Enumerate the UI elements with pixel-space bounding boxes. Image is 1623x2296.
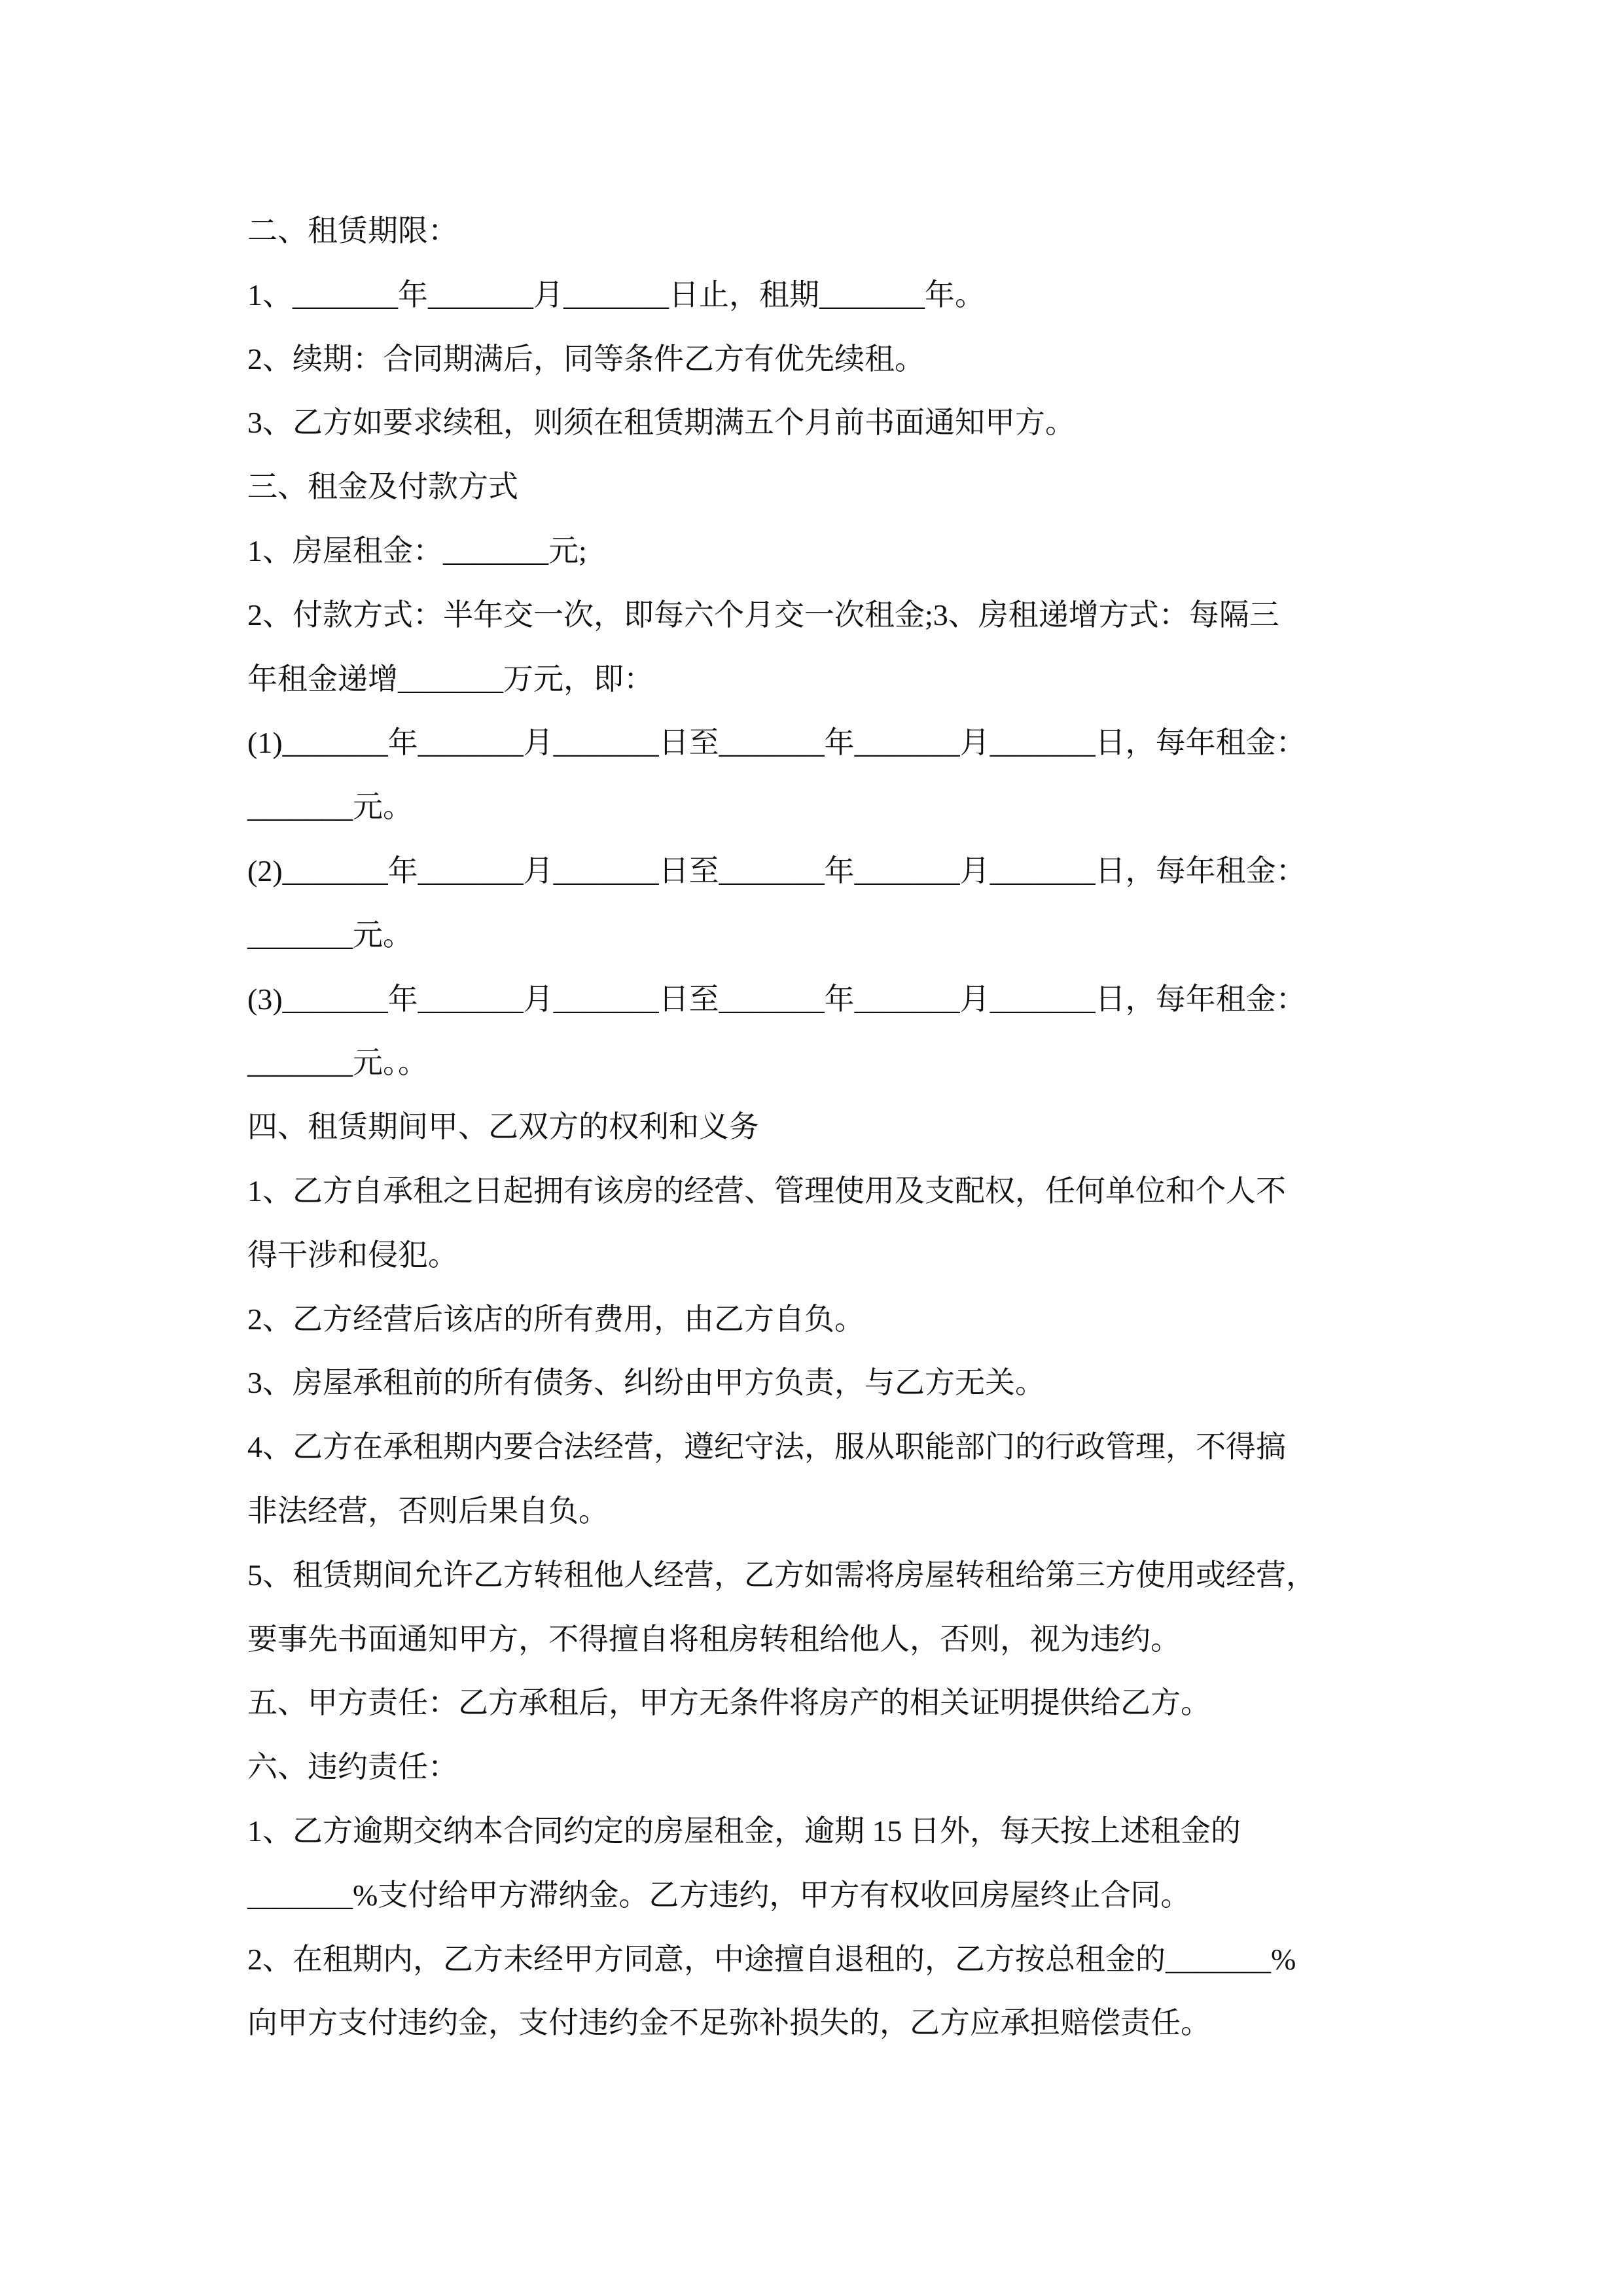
text-line: 4、乙方在承租期内要合法经营，遵纪守法，服从职能部门的行政管理，不得搞 — [247, 1430, 1286, 1464]
text-line: 1、房屋租金：_______元; — [247, 533, 587, 567]
text-line: (3)_______年_______月_______日至_______年_______月_______日，每年租金： — [247, 982, 1306, 1016]
text-line: 得干涉和侵犯。 — [247, 1238, 458, 1272]
text-line: 2、乙方经营后该店的所有费用，由乙方自负。 — [247, 1302, 865, 1336]
text-line: 四、租赁期间甲、乙双方的权利和义务 — [247, 1110, 759, 1144]
text-line: 1、乙方逾期交纳本合同约定的房屋租金，逾期 15 日外，每天按上述租金的 — [247, 1814, 1241, 1848]
text-line: 1、乙方自承租之日起拥有该房的经营、管理使用及支配权，任何单位和个人不 — [247, 1174, 1286, 1208]
text-line: 3、乙方如要求续租，则须在租赁期满五个月前书面通知甲方。 — [247, 406, 1075, 440]
text-line: 2、续期：合同期满后，同等条件乙方有优先续租。 — [247, 342, 925, 376]
text-line: 向甲方支付违约金，支付违约金不足弥补损失的，乙方应承担赔偿责任。 — [247, 2006, 1211, 2040]
text-line: _______元。 — [247, 790, 413, 824]
text-line: 5、租赁期间允许乙方转租他人经营，乙方如需将房屋转租给第三方使用或经营， — [247, 1558, 1316, 1592]
text-line: 年租金递增_______万元，即： — [247, 662, 654, 696]
text-line: _______元。。 — [247, 1046, 428, 1080]
text-line: 2、在租期内，乙方未经甲方同意，中途擅自退租的，乙方按总租金的_______% — [247, 1942, 1296, 1976]
text-line: 六、违约责任： — [247, 1750, 458, 1784]
text-line: 2、付款方式：半年交一次，即每六个月交一次租金;3、房租递增方式：每隔三 — [247, 598, 1279, 632]
text-line: 3、房屋承租前的所有债务、纠纷由甲方负责，与乙方无关。 — [247, 1366, 1045, 1400]
text-line: _______%支付给甲方滞纳金。乙方违约，甲方有权收回房屋终止合同。 — [247, 1878, 1191, 1912]
text-line: 非法经营，否则后果自负。 — [247, 1494, 609, 1528]
text-line: 二、租赁期限： — [247, 214, 458, 247]
text-line: (1)_______年_______月_______日至_______年_______月_______日，每年租金： — [247, 726, 1306, 760]
text-line: 1、_______年_______月_______日止，租期_______年。 — [247, 278, 985, 312]
text-line: (2)_______年_______月_______日至_______年_______月_______日，每年租金： — [247, 853, 1306, 888]
text-line: 五、甲方责任：乙方承租后，甲方无条件将房产的相关证明提供给乙方。 — [247, 1686, 1211, 1720]
contract-body — [247, 199, 1399, 2055]
text-line: _______元。 — [247, 918, 413, 952]
text-line: 要事先书面通知甲方，不得擅自将租房转租给他人，否则，视为违约。 — [247, 1622, 1181, 1656]
text-line: 三、租金及付款方式 — [247, 470, 518, 504]
